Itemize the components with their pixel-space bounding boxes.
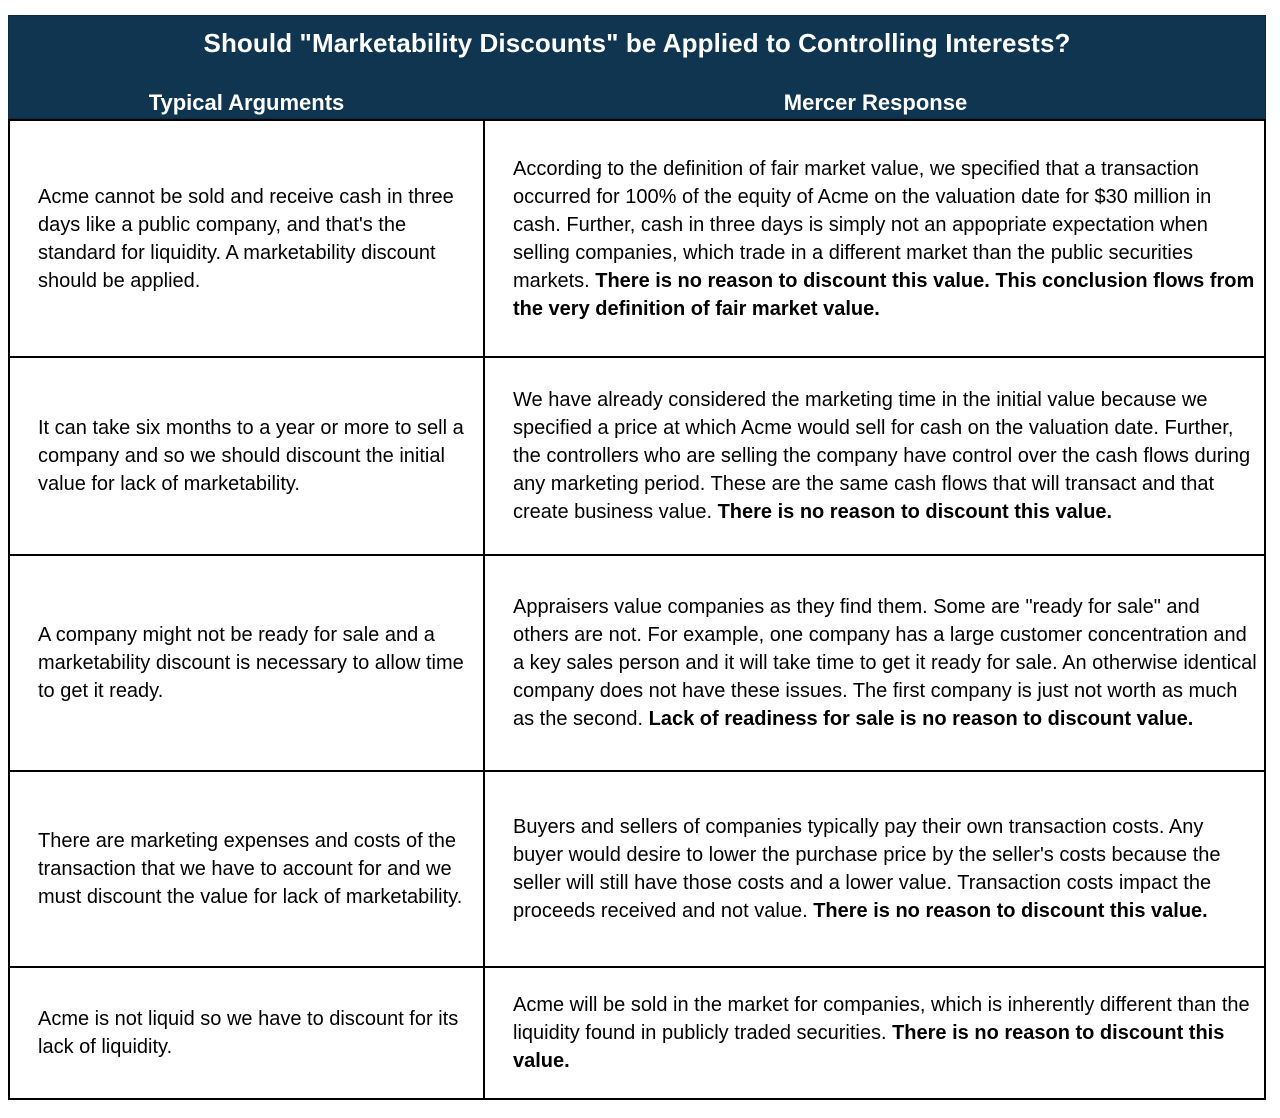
response-conclusion: There is no reason to discount this value. [513,1022,1225,1072]
response-conclusion: There is no reason to discount this value. [717,501,1113,523]
document-table [8,15,1266,1100]
column-header-mercer-response: Mercer Response [783,90,968,115]
argument-cell: Acme is not liquid so we have to discount for its lack of liquidity. [9,967,484,1099]
response-cell [484,967,1265,1099]
response-text: Appraisers value companies as they find them. Some are "ready for sale" and others are not. For example, one company has a large customer concentration and a key sales person and it will take time to get it ready for sale. An otherwise identical company does not have these issues. The first company is just not worth as much as the second. [513,596,1257,730]
response-text: Acme will be sold in the market for companies, which is inherently different than the liquidity found in publicly traded securities. [513,994,1250,1044]
response-text: Buyers and sellers of companies typically pay their own transaction costs. Any buyer would desire to lower the purchase price by the seller's costs because the seller will still have those costs and a lower value. Transaction costs impact the proceeds received and not value. [513,816,1221,922]
table-row [9,555,1265,771]
column-header-typical-arguments: Typical Arguments [148,90,345,115]
arguments-table [8,119,1266,1100]
response-conclusion: There is no reason to discount this value. [813,900,1208,922]
table-row [9,120,1265,357]
response-cell [484,555,1265,771]
argument-cell: It can take six months to a year or more to sell a company and so we should discount the initial value for lack of marketability. [9,357,484,555]
response-cell [484,771,1265,967]
argument-cell: Acme cannot be sold and receive cash in three days like a public company, and that's the standard for liquidity. A marketability discount should be applied. [9,120,484,357]
table-row [9,771,1265,967]
table-header [8,15,1266,119]
argument-cell: A company might not be ready for sale and a marketability discount is necessary to allow time to get it ready. [9,555,484,771]
response-text: We have already considered the marketing time in the initial value because we specified a price at which Acme would sell for cash on the valuation date. Further, the controllers who are selling the company have control over the cash flows during any marketing period. These are the same cash flows that will transact and that create business value. [513,389,1251,523]
response-cell [484,120,1265,357]
argument-cell: There are marketing expenses and costs of the transaction that we have to account for and we must discount the value for lack of marketability. [9,771,484,967]
response-conclusion: There is no reason to discount this value. This conclusion flows from the very definition of fair market value. [513,269,1255,320]
table-row [9,967,1265,1099]
response-conclusion: Lack of readiness for sale is no reason to discount value. [648,708,1194,730]
response-cell [484,357,1265,555]
table-row [9,357,1265,555]
response-text: According to the definition of fair market value, we specified that a transaction occurred for 100% of the equity of Acme on the valuation date for $30 million in cash. Further, cash in three days is simply not an appopriate expectation when selling companies, which trade in a different market than the public securities markets. [513,157,1212,292]
table-title: Should "Marketability Discounts" be Applied to Controlling Interests? [203,28,1071,58]
